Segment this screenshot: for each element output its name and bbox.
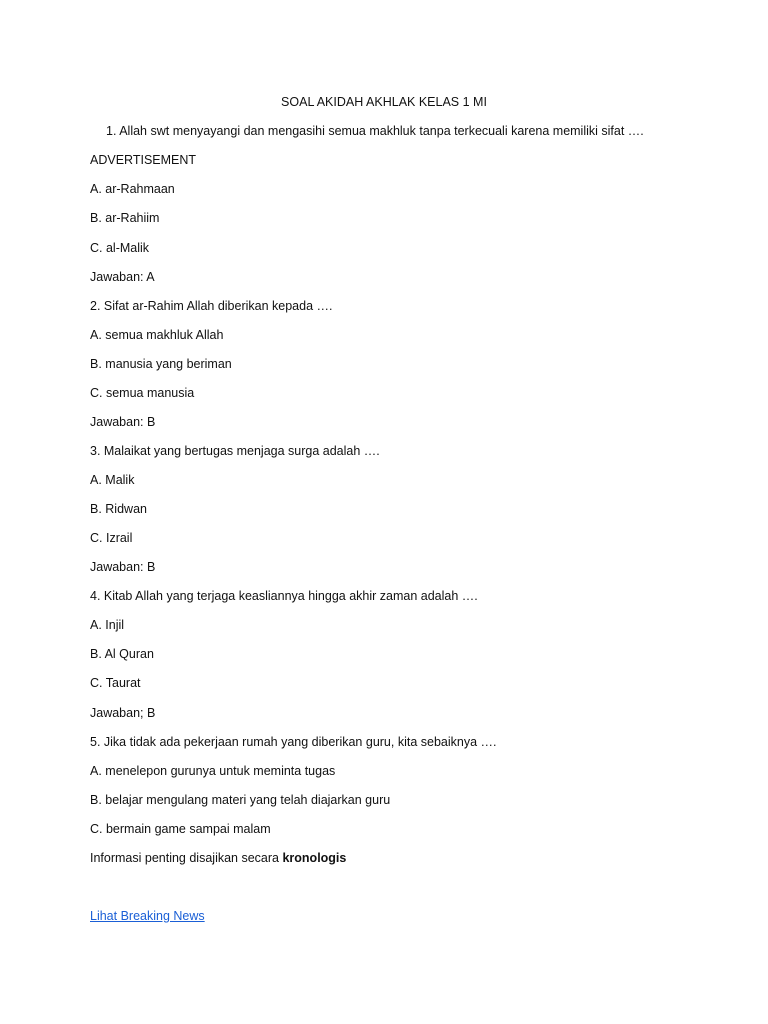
q4-option-c: C. Taurat — [90, 676, 141, 690]
question-5: 5. Jika tidak ada pekerjaan rumah yang diberikan guru, kita sebaiknya …. — [90, 735, 497, 749]
question-3: 3. Malaikat yang bertugas menjaga surga adalah …. — [90, 444, 380, 458]
question-2: 2. Sifat ar-Rahim Allah diberikan kepada …. — [90, 299, 333, 313]
q2-answer: Jawaban: B — [90, 415, 156, 429]
info-bold-text: kronologis — [282, 851, 347, 865]
q4-answer: Jawaban; B — [90, 706, 156, 720]
q5-option-c: C. bermain game sampai malam — [90, 822, 271, 836]
advertisement-label: ADVERTISEMENT — [90, 153, 197, 167]
q3-option-c: C. Izrail — [90, 531, 133, 545]
q1-option-a: A. ar-Rahmaan — [90, 182, 175, 196]
q5-option-b: B. belajar mengulang materi yang telah diajarkan guru — [90, 793, 391, 807]
q4-option-b: B. Al Quran — [90, 647, 154, 661]
question-1: 1. Allah swt menyayangi dan mengasihi semua makhluk tanpa terkecuali karena memiliki sifat …. — [106, 124, 644, 138]
q3-answer: Jawaban: B — [90, 560, 156, 574]
q1-answer: Jawaban: A — [90, 270, 155, 284]
q3-option-a: A. Malik — [90, 473, 135, 487]
q5-option-a: A. menelepon gurunya untuk meminta tugas — [90, 764, 336, 778]
info-text: Informasi penting disajikan secara — [90, 851, 283, 865]
q2-option-a: A. semua makhluk Allah — [90, 328, 224, 342]
document-title: SOAL AKIDAH AKHLAK KELAS 1 MI — [281, 95, 487, 109]
q2-option-b: B. manusia yang beriman — [90, 357, 232, 371]
info-line — [90, 850, 346, 866]
q4-option-a: A. Injil — [90, 618, 125, 632]
q1-option-c: C. al-Malik — [90, 241, 150, 255]
q2-option-c: C. semua manusia — [90, 386, 195, 400]
breaking-news-link[interactable]: Lihat Breaking News — [90, 909, 205, 923]
q3-option-b: B. Ridwan — [90, 502, 147, 516]
q1-option-b: B. ar-Rahiim — [90, 211, 160, 225]
question-4: 4. Kitab Allah yang terjaga keasliannya hingga akhir zaman adalah …. — [90, 589, 478, 603]
